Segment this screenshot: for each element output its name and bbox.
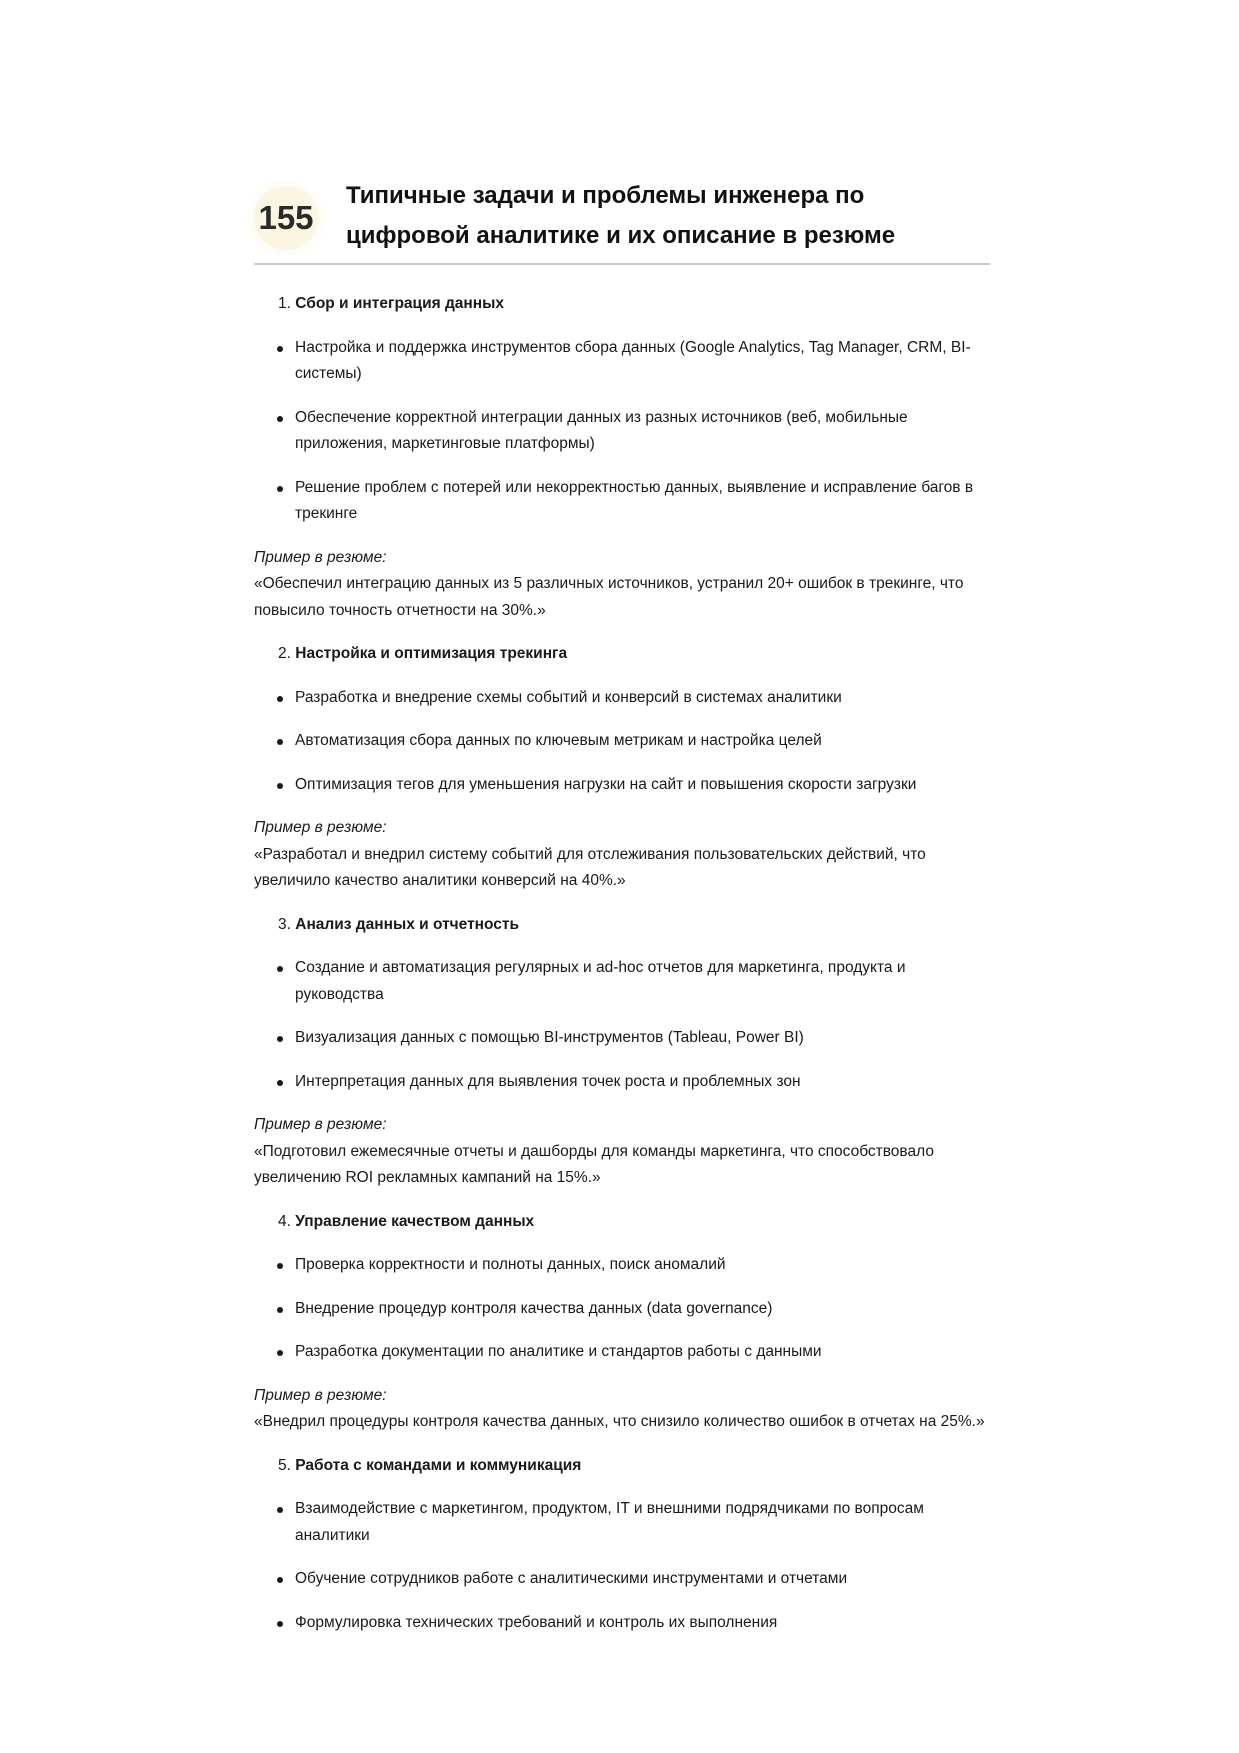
section-title: Анализ данных и отчетность	[295, 915, 520, 933]
section-number: 4.	[278, 1212, 291, 1230]
list-item: Решение проблем с потерей или некорректностью данных, выявление и исправление багов в трекинге	[254, 475, 990, 528]
bullet-list	[254, 955, 990, 1095]
list-item: Создание и автоматизация регулярных и ad-hoc отчетов для маркетинга, продукта и руководства	[254, 955, 990, 1008]
list-item: Формулировка технических требований и контроль их выполнения	[254, 1610, 990, 1637]
section-heading	[254, 1209, 990, 1236]
bullet-list	[254, 1252, 990, 1366]
example-label: Пример в резюме:	[254, 1386, 387, 1404]
page-title: Типичные задачи и проблемы инженера по цифровой аналитике и их описание в резюме	[346, 182, 896, 249]
list-item: Разработка и внедрение схемы событий и конверсий в системах аналитики	[254, 685, 990, 712]
bullet-list	[254, 335, 990, 528]
bullet-list	[254, 685, 990, 799]
resume-example	[254, 815, 990, 895]
section-number: 3.	[278, 915, 291, 933]
section-title: Сбор и интеграция данных	[295, 295, 504, 312]
example-quote: «Обеспечил интеграцию данных из 5 различных источников, устранил 20+ ошибок в трекинге, что повысило точность отчетности на 30%.»	[254, 575, 964, 619]
list-item: Обеспечение корректной интеграции данных из разных источников (веб, мобильные приложения, маркетинговые платформы)	[254, 405, 990, 458]
list-item: Настройка и поддержка инструментов сбора данных (Google Analytics, Tag Manager, CRM, BI-системы)	[254, 335, 990, 388]
example-quote: «Внедрил процедуры контроля качества данных, что снизило количество ошибок в отчетах на 25%.»	[254, 1413, 985, 1430]
section-heading	[254, 912, 990, 939]
list-item: Внедрение процедур контроля качества данных (data governance)	[254, 1296, 990, 1323]
section-heading	[254, 291, 990, 318]
example-label: Пример в резюме:	[254, 548, 387, 566]
list-item: Визуализация данных с помощью BI-инструментов (Tableau, Power BI)	[254, 1025, 990, 1052]
section-title: Настройка и оптимизация трекинга	[295, 645, 568, 662]
chapter-header	[254, 176, 990, 265]
section-number: 2.	[278, 645, 291, 662]
bullet-list	[254, 1496, 990, 1636]
list-item: Взаимодействие с маркетингом, продуктом, IT и внешними подрядчиками по вопросам аналитики	[254, 1496, 990, 1549]
example-label: Пример в резюме:	[254, 1116, 387, 1133]
list-item: Автоматизация сбора данных по ключевым метрикам и настройка целей	[254, 728, 990, 755]
document-page	[254, 176, 990, 1653]
example-quote: «Разработал и внедрил систему событий для отслеживания пользовательских действий, что увеличило качество аналитики конверсий на 40%.»	[254, 845, 926, 889]
section-heading	[254, 641, 990, 668]
resume-example	[254, 545, 990, 625]
page-number-badge: 155	[254, 186, 318, 250]
section-number: 1.	[278, 295, 291, 312]
example-quote: «Подготовил ежемесячные отчеты и дашборды для команды маркетинга, что способствовало увеличению ROI рекламных кампаний на 15%.»	[254, 1142, 934, 1186]
section-title: Управление качеством данных	[295, 1212, 535, 1230]
document-body	[254, 265, 990, 1636]
section-number: 5.	[278, 1456, 291, 1474]
list-item: Проверка корректности и полноты данных, поиск аномалий	[254, 1252, 990, 1279]
resume-example	[254, 1112, 990, 1192]
list-item: Оптимизация тегов для уменьшения нагрузки на сайт и повышения скорости загрузки	[254, 772, 990, 799]
list-item: Обучение сотрудников работе с аналитическими инструментами и отчетами	[254, 1566, 990, 1593]
list-item: Интерпретация данных для выявления точек роста и проблемных зон	[254, 1069, 990, 1096]
resume-example	[254, 1383, 990, 1436]
section-title: Работа с командами и коммуникация	[295, 1456, 582, 1474]
section-heading	[254, 1453, 990, 1480]
list-item: Разработка документации по аналитике и стандартов работы с данными	[254, 1339, 990, 1366]
example-label: Пример в резюме:	[254, 819, 387, 836]
